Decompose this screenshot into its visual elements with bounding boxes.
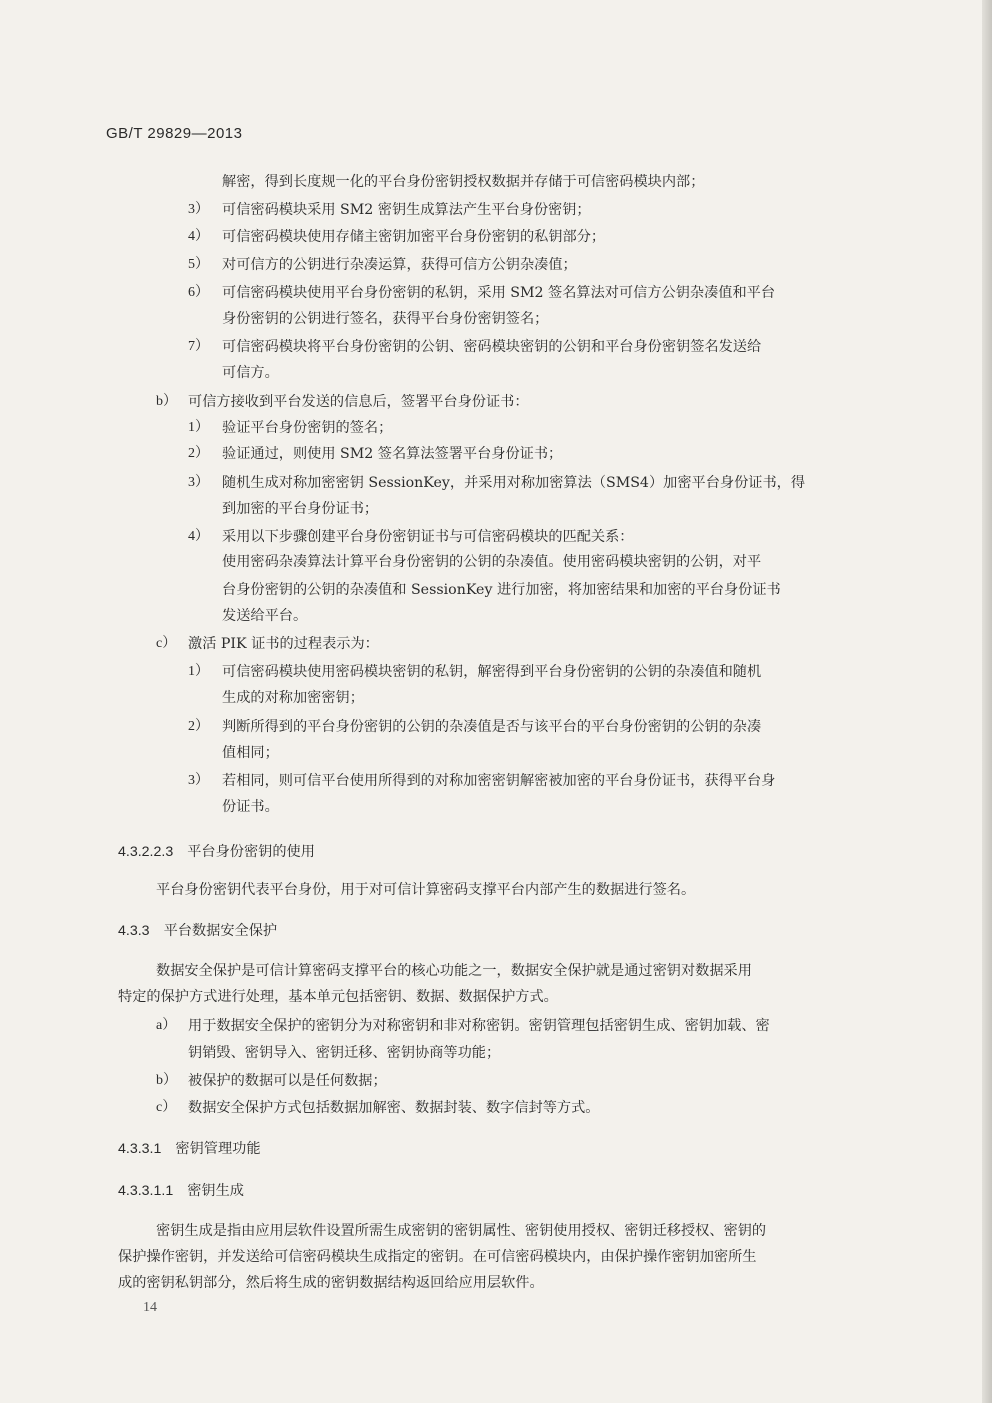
list-marker: b）	[156, 1073, 177, 1088]
list-marker: 3）	[188, 202, 209, 217]
section-title: 平台数据安全保护	[163, 923, 278, 939]
list-line: 可信方接收到平台发送的信息后，签署平台身份证书：	[188, 394, 529, 410]
list-marker: 1）	[188, 420, 209, 435]
section-title: 密钥生成	[187, 1183, 244, 1199]
section-number: 4.3.3	[118, 923, 150, 939]
list-line: 验证平台身份密钥的签名；	[222, 420, 393, 436]
list-line: 可信密码模块使用存储主密钥加密平台身份密钥的私钥部分；	[222, 229, 606, 245]
list-marker: 2）	[188, 719, 209, 734]
list-line: 身份密钥的公钥进行签名，获得平台身份密钥签名；	[222, 311, 549, 327]
section-number: 4.3.3.1.1	[118, 1183, 174, 1199]
section-title: 平台身份密钥的使用	[187, 844, 315, 860]
paragraph-line: 保护操作密钥，并发送给可信密码模块生成指定的密钥。在可信密码模块内，由保护操作密钥加密所生	[118, 1249, 757, 1265]
list-line: 可信方。	[222, 365, 279, 381]
section-heading	[118, 1139, 261, 1159]
list-marker: 4）	[188, 229, 209, 244]
list-marker: b）	[156, 394, 177, 409]
section-heading	[118, 1181, 244, 1201]
list-marker: 3）	[188, 475, 209, 490]
list-line: 生成的对称加密密钥；	[222, 690, 364, 706]
list-line: 被保护的数据可以是任何数据；	[188, 1073, 387, 1089]
list-marker: 3）	[188, 773, 209, 788]
list-line: 采用以下步骤创建平台身份密钥证书与可信密码模块的匹配关系：	[222, 529, 634, 545]
list-line: 值相同；	[222, 745, 279, 761]
list-line: 数据安全保护方式包括数据加解密、数据封装、数字信封等方式。	[188, 1100, 600, 1116]
list-marker: 6）	[188, 285, 209, 300]
list-line: 若相同，则可信平台使用所得到的对称加密密钥解密被加密的平台身份证书，获得平台身	[222, 773, 776, 789]
list-marker: a）	[156, 1018, 177, 1033]
list-line: 用于数据安全保护的密钥分为对称密钥和非对称密钥。密钥管理包括密钥生成、密钥加载、密	[188, 1018, 770, 1034]
list-line: 解密，得到长度规一化的平台身份密钥授权数据并存储于可信密码模块内部；	[222, 174, 705, 190]
list-line: 对可信方的公钥进行杂凑运算，获得可信方公钥杂凑值；	[222, 257, 577, 273]
section-heading	[118, 921, 277, 941]
list-line: 激活 PIK 证书的过程表示为：	[188, 636, 379, 652]
page-edge-shadow	[982, 0, 992, 1403]
list-line: 可信密码模块使用密码模块密钥的私钥，解密得到平台身份密钥的公钥的杂凑值和随机	[222, 664, 762, 680]
list-line: 可信密码模块使用平台身份密钥的私钥，采用 SM2 签名算法对可信方公钥杂凑值和平台	[222, 285, 776, 301]
section-title: 密钥管理功能	[175, 1141, 261, 1157]
list-marker: 7）	[188, 339, 209, 354]
list-marker: 4）	[188, 529, 209, 544]
paragraph-line: 平台身份密钥代表平台身份，用于对可信计算密码支撑平台内部产生的数据进行签名。	[156, 882, 696, 898]
paragraph-line: 成的密钥私钥部分，然后将生成的密钥数据结构返回给应用层软件。	[118, 1275, 544, 1291]
list-line: 钥销毁、密钥导入、密钥迁移、密钥协商等功能；	[188, 1045, 501, 1061]
list-line: 份证书。	[222, 799, 279, 815]
list-line: 随机生成对称加密密钥 SessionKey，并采用对称加密算法（SMS4）加密平台身份证书，得	[222, 475, 806, 491]
list-line: 验证通过，则使用 SM2 签名算法签署平台身份证书；	[222, 446, 563, 462]
paragraph-line: 特定的保护方式进行处理，基本单元包括密钥、数据、数据保护方式。	[118, 989, 558, 1005]
list-line: 可信密码模块采用 SM2 密钥生成算法产生平台身份密钥；	[222, 202, 591, 218]
list-line: 判断所得到的平台身份密钥的公钥的杂凑值是否与该平台的平台身份密钥的公钥的杂凑	[222, 719, 762, 735]
page-number: 14	[143, 1300, 157, 1315]
paragraph-line: 数据安全保护是可信计算密码支撑平台的核心功能之一，数据安全保护就是通过密钥对数据采用	[156, 963, 752, 979]
list-line: 台身份密钥的公钥的杂凑值和 SessionKey 进行加密，将加密结果和加密的平台身份证书	[222, 582, 781, 598]
standard-number-header: GB/T 29829—2013	[106, 125, 243, 142]
list-marker: c）	[156, 636, 177, 651]
list-marker: 2）	[188, 446, 209, 461]
list-line: 可信密码模块将平台身份密钥的公钥、密码模块密钥的公钥和平台身份密钥签名发送给	[222, 339, 762, 355]
section-number: 4.3.3.1	[118, 1141, 162, 1157]
list-line: 发送给平台。	[222, 608, 308, 624]
list-marker: 1）	[188, 664, 209, 679]
section-heading	[118, 842, 315, 862]
paragraph-line: 密钥生成是指由应用层软件设置所需生成密钥的密钥属性、密钥使用授权、密钥迁移授权、密钥的	[156, 1223, 767, 1239]
section-number: 4.3.2.2.3	[118, 844, 174, 860]
list-marker: c）	[156, 1100, 177, 1115]
list-marker: 5）	[188, 257, 209, 272]
list-line: 到加密的平台身份证书；	[222, 501, 379, 517]
list-line: 使用密码杂凑算法计算平台身份密钥的公钥的杂凑值。使用密码模块密钥的公钥，对平	[222, 554, 762, 570]
